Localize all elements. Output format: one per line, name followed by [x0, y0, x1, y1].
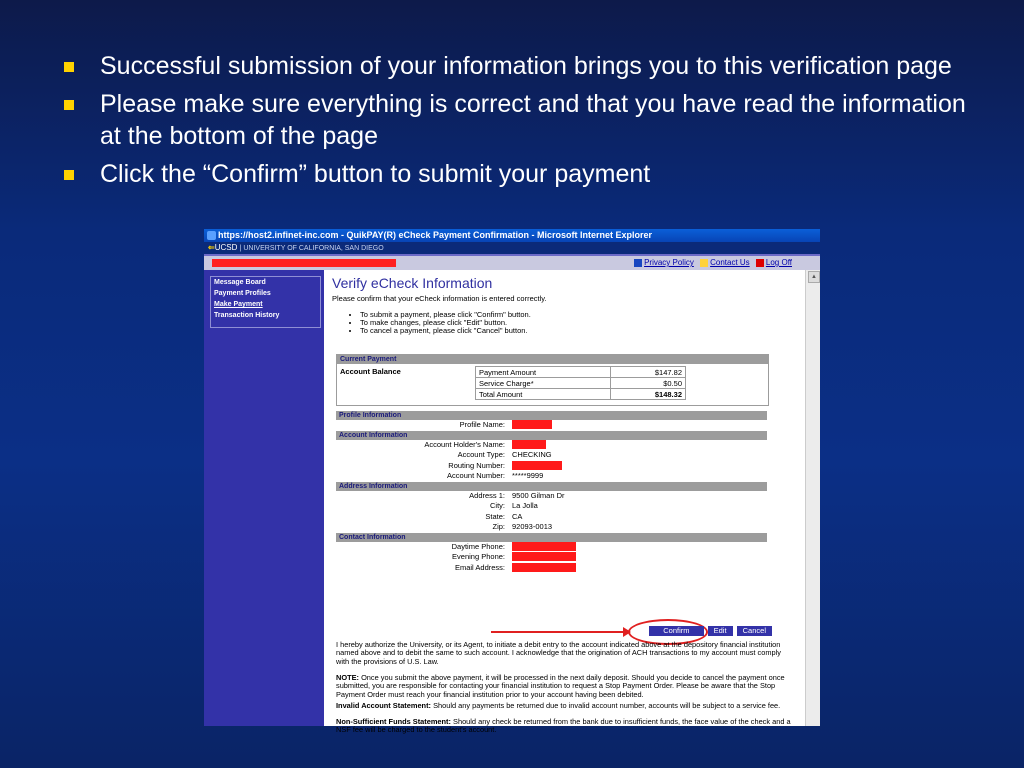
table-row [476, 367, 686, 378]
cancel-button[interactable]: Cancel [737, 626, 772, 636]
bullet-square-icon [64, 100, 74, 110]
site-toolbar [204, 256, 820, 270]
redacted-value [512, 461, 562, 470]
address1-value: 9500 Gilman Dr [512, 490, 565, 500]
ucsd-logo[interactable]: UCSD [214, 243, 238, 252]
details-section [336, 411, 767, 579]
bullet-text: Click the “Confirm” button to submit your payment [100, 160, 651, 188]
site-header: ⇐UCSD | UNIVERSITY OF CALIFORNIA, SAN DIEGO [204, 242, 820, 254]
redacted-value [512, 440, 546, 449]
authorization-text: I hereby authorize the University, or its Agent, to initiate a debit entry to the account indicated above at the depository financial institution named above and to debit the same to such account. I acknowledge that the origination of ACH transactions to my account must comply with the provisions of U.S. Law. [336, 640, 781, 666]
city-value: La Jolla [512, 501, 538, 510]
sidebar-item-transaction-history[interactable]: Transaction History [214, 312, 280, 319]
page-title: Verify eCheck Information [332, 275, 493, 291]
section-header: Current Payment [337, 355, 768, 364]
annotation-arrow [491, 631, 625, 633]
city-row [336, 501, 767, 512]
bullet-square-icon [64, 62, 74, 72]
instruction-item: • To submit a payment, please click "Confirm" button. [360, 311, 802, 319]
sidebar-item-make-payment[interactable]: Make Payment [214, 301, 263, 308]
field-label: Email Address: [454, 562, 505, 572]
field-label: Profile Name: [459, 420, 505, 429]
contact-us-link[interactable]: Contact Us [710, 258, 750, 267]
window-titlebar [204, 229, 820, 242]
field-label: Routing Number: [448, 460, 505, 470]
account-holder-row [336, 440, 767, 451]
action-buttons [647, 626, 772, 636]
note-text: Once you submit the above payment, it will be processed in the next daily deposit. Should you decide to cancel the payment once submitted, you are responsible for contacting your financial institution to request a Stop Payment Order. Please be aware that the Stop Payment Order must reach your financial institution prior to your account having been debited. [336, 673, 785, 699]
table-row [476, 378, 686, 389]
field-label: Account Holder's Name: [424, 439, 505, 449]
redacted-user-bar [212, 259, 396, 267]
table-row [476, 389, 686, 400]
state-value: CA [512, 511, 523, 521]
bullet-item [60, 88, 980, 152]
sidebar-item-message-board[interactable]: Message Board [214, 279, 266, 286]
account-type-row [336, 450, 767, 461]
university-name: UNIVERSITY OF CALIFORNIA, SAN DIEGO [243, 245, 384, 252]
note-label: NOTE: [336, 673, 359, 682]
invalid-label: Invalid Account Statement: [336, 701, 431, 710]
field-label: Daytime Phone: [451, 541, 505, 551]
total-amount-label: Total Amount [476, 389, 611, 400]
redacted-value [512, 552, 576, 561]
close-icon [756, 259, 764, 267]
mail-icon [700, 259, 708, 267]
service-charge-value: $0.50 [611, 378, 686, 389]
field-label: Account Type: [457, 450, 505, 459]
note-paragraph [336, 674, 796, 699]
header-links [634, 257, 796, 269]
redacted-value [512, 542, 576, 551]
redacted-value [512, 420, 552, 429]
confirm-button[interactable]: Confirm [649, 626, 703, 636]
payment-amount-label: Payment Amount [476, 367, 611, 378]
bullet-item [60, 50, 980, 82]
sidebar-item-payment-profiles[interactable]: Payment Profiles [214, 290, 271, 297]
field-label: Address 1: [469, 490, 505, 500]
account-number-row [336, 471, 767, 482]
section-header: Account Information [336, 431, 767, 440]
intro-text: Please confirm that your eCheck information is entered correctly. [332, 294, 547, 303]
sidebar-menu [210, 276, 321, 328]
email-row [336, 563, 767, 574]
section-header: Address Information [336, 482, 767, 491]
zip-row [336, 522, 767, 533]
section-header: Contact Information [336, 533, 767, 542]
redacted-value [512, 563, 576, 572]
account-balance-label: Account Balance [340, 367, 401, 376]
evening-phone-row [336, 552, 767, 563]
instruction-item: • To make changes, please click "Edit" button. [360, 319, 802, 327]
payment-amount-value: $147.82 [611, 367, 686, 378]
ie-icon [207, 231, 216, 240]
state-row [336, 512, 767, 523]
edit-button[interactable]: Edit [708, 626, 733, 636]
nsf-label: Non-Sufficient Funds Statement: [336, 717, 451, 726]
slide-bullet-list [60, 50, 980, 196]
total-amount-value: $148.32 [611, 389, 686, 400]
field-label: Account Number: [447, 471, 505, 480]
main-content [332, 270, 802, 735]
service-charge-label: Service Charge* [476, 378, 611, 389]
payment-table [475, 366, 686, 400]
instruction-item: • To cancel a payment, please click "Cancel" button. [360, 327, 802, 335]
field-label: State: [485, 511, 505, 521]
field-label: City: [490, 501, 505, 510]
account-number-value: *****9999 [512, 471, 544, 480]
invalid-account-paragraph [336, 702, 796, 710]
address1-row [336, 491, 767, 502]
window-title: https://host2.infinet-inc.com - QuikPAY(R) eCheck Payment Confirmation - Microsoft Internet Explorer [218, 230, 653, 240]
nsf-paragraph [336, 718, 796, 735]
account-type-value: CHECKING [512, 450, 552, 459]
info-icon [634, 259, 642, 267]
field-label: Evening Phone: [452, 552, 505, 561]
bullet-text: Successful submission of your information brings you to this verification page [100, 52, 952, 80]
privacy-policy-link[interactable]: Privacy Policy [644, 258, 694, 267]
nsf-text: Should any check be returned from the bank due to insufficient funds, the face value of the check and a NSF fee will be charged to the student's account. [336, 717, 791, 735]
log-off-link[interactable]: Log Off [765, 258, 792, 267]
routing-number-row [336, 461, 767, 472]
invalid-text: Should any payments be returned due to invalid account number, accounts will be subject to a service fee. [433, 701, 781, 710]
vertical-scrollbar[interactable] [805, 270, 820, 726]
sidebar [204, 270, 324, 726]
daytime-phone-row [336, 542, 767, 553]
bullet-item [60, 158, 980, 190]
profile-name-row [336, 420, 767, 431]
bullet-square-icon [64, 170, 74, 180]
instructions-list [332, 311, 802, 335]
bullet-text: Please make sure everything is correct and that you have read the information at the bottom of the page [100, 90, 966, 150]
browser-screenshot [204, 229, 820, 735]
section-header: Profile Information [336, 411, 767, 420]
current-payment-section [336, 354, 769, 406]
zip-value: 92093-0013 [512, 522, 553, 531]
scroll-up-icon[interactable]: ▲ [808, 271, 820, 283]
ucsd-arrow-icon: ⇐ [208, 243, 215, 252]
field-label: Zip: [492, 522, 505, 531]
